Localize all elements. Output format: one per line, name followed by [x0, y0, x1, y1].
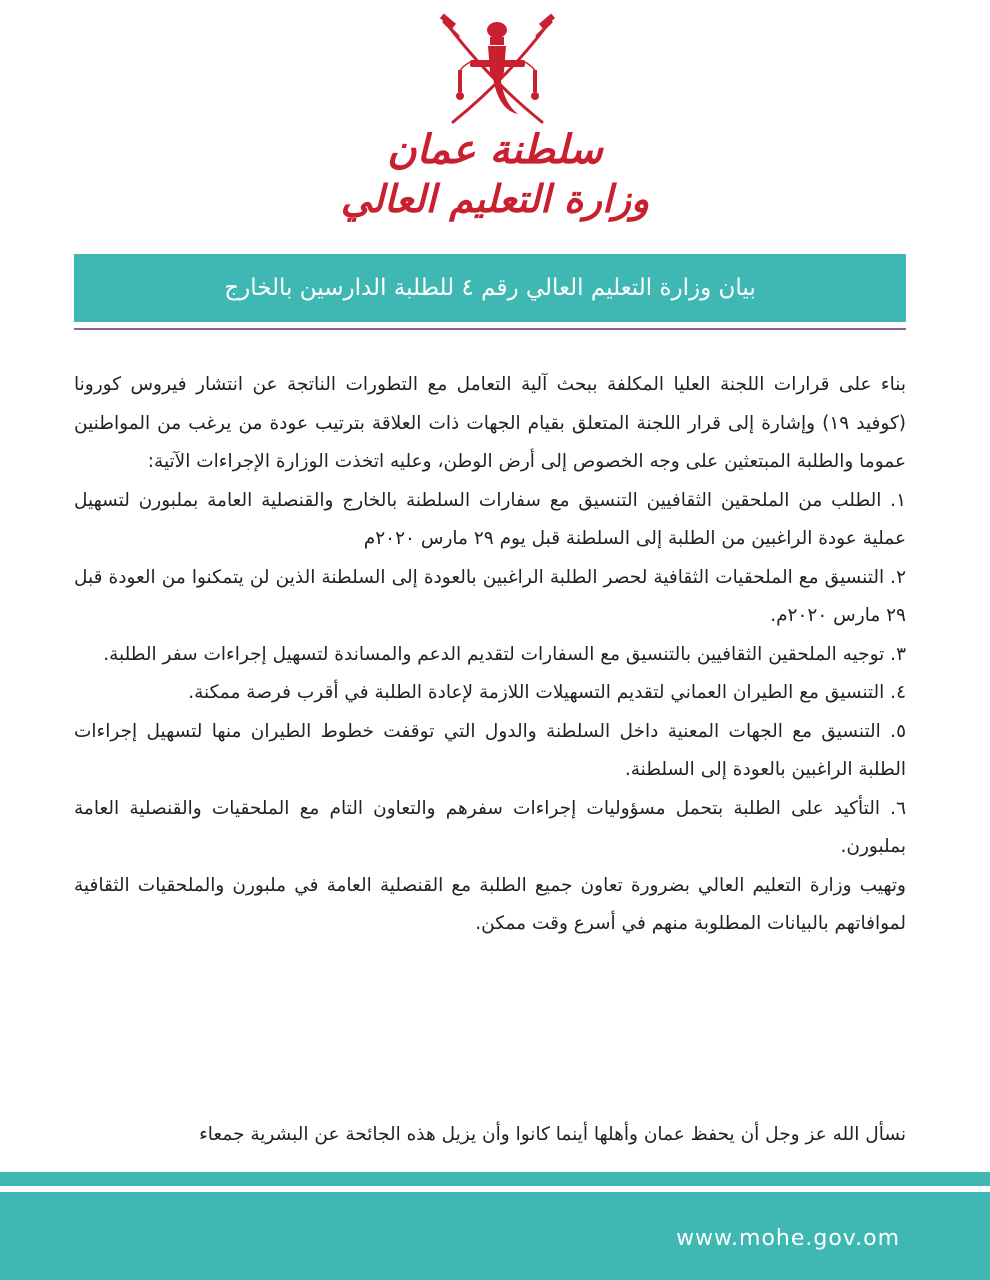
ministry-name-line1: سلطنة عمان	[387, 126, 603, 173]
website-url: www.mohe.gov.om	[676, 1226, 900, 1251]
appeal-paragraph: وتهيب وزارة التعليم العالي بضرورة تعاون جميع الطلبة مع القنصلية العامة في ملبورن والملحقيات الثقافية لموافاتهم بالبيانات المطلوبة منهم في أسرع وقت ممكن.	[74, 874, 906, 934]
banner-divider	[74, 328, 906, 330]
statement-body	[74, 366, 906, 944]
intro-paragraph: بناء على قرارات اللجنة العليا المكلفة ببحث آلية التعامل مع التطورات الناتجة عن انتشار فيروس كورونا (كوفيد ١٩) وإشارة إلى قرار اللجنة المتعلق بقيام الجهات ذات العلاقة بترتيب عودة من يرغب من المواطنين عموما والطلبة المبتعثين على وجه الخصوص إلى أرض الوطن، وعليه اتخذت الوزارة الإجراءات الآتية:	[74, 374, 906, 472]
measure-item-5: ٥. التنسيق مع الجهات المعنية داخل السلطنة والدول التي توقفت خطوط الطيران منها لتسهيل إجراءات الطلبة الراغبين بالعودة إلى السلطنة.	[74, 720, 906, 780]
footer-stripe	[0, 1172, 990, 1186]
title-banner	[74, 254, 906, 322]
measure-item-1: ١. الطلب من الملحقين الثقافيين التنسيق مع سفارات السلطنة بالخارج والقنصلية العامة بملبورن لتسهيل عملية عودة الراغبين من الطلبة إلى السلطنة قبل يوم ٢٩ مارس ٢٠٢٠م	[74, 489, 906, 549]
ministry-title	[340, 125, 650, 223]
ministry-name-line2: وزارة التعليم العالي	[340, 176, 650, 221]
measure-item-4: ٤. التنسيق مع الطيران العماني لتقديم التسهيلات اللازمة لإعادة الطلبة في أقرب فرصة ممكنة.	[188, 682, 906, 703]
measure-item-3: ٣. توجيه الملحقين الثقافيين بالتنسيق مع السفارات لتقديم الدعم والمساندة لتسهيل إجراءات سفر الطلبة.	[103, 643, 906, 665]
oman-emblem-icon	[430, 10, 565, 130]
measure-item-2: ٢. التنسيق مع الملحقيات الثقافية لحصر الطلبة الراغبين بالعودة إلى السلطنة الذين لن يتمكنوا من العودة قبل ٢٩ مارس ٢٠٢٠م.	[74, 566, 906, 626]
closing-prayer: نسأل الله عز وجل أن يحفظ عمان وأهلها أينما كانوا وأن يزيل هذه الجائحة عن البشرية جمعاء	[199, 1124, 906, 1145]
statement-title: بيان وزارة التعليم العالي رقم ٤ للطلبة الدارسين بالخارج	[224, 275, 756, 301]
measure-item-6: ٦. التأكيد على الطلبة بتحمل مسؤوليات إجراءات سفرهم والتعاون التام مع الملحقيات والقنصلية العامة بملبورن.	[74, 797, 906, 857]
